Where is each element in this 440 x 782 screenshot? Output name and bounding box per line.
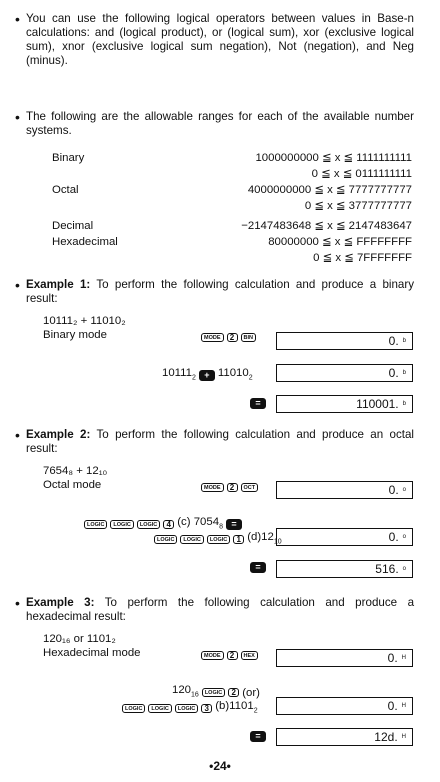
display-value: 516.: [375, 562, 399, 576]
display-value: 0.: [388, 366, 399, 380]
example-2-title: Example 2:: [26, 428, 91, 441]
example-1-heading: [15, 277, 415, 306]
example-2-mode: Octal mode: [43, 479, 102, 491]
input-value: $(b)1101_2$: [215, 700, 258, 715]
range-label: Decimal: [52, 220, 94, 232]
example-2-seq-2: [154, 530, 282, 549]
logic-key: LOGIC: [175, 704, 198, 713]
bullet-marker: •: [15, 109, 20, 125]
input-value: (c) $7054_8$: [177, 516, 223, 531]
intro-text-ranges: The following are the allowable ranges for each of the available number systems.: [26, 110, 414, 137]
indicator: H: [401, 703, 406, 709]
intro-text-operators: You can use the following logical operators between values in Base-n calculations: and (logical product), or (logical sum), xor (exclusive logical sum), xnor (exclusive logical sum negation), Not (negation), and Neg (minus).: [26, 12, 414, 67]
logic-key: LOGIC: [110, 520, 133, 529]
example-3-equation: 120₁₆ or 1101₂: [43, 633, 116, 645]
display-value: 12d.: [374, 730, 398, 744]
example-1-desc: To perform the following calculation and produce a binary result:: [26, 278, 415, 305]
key-2: 2: [228, 688, 239, 697]
range-row-binary-2: [52, 167, 412, 181]
display-ex3-2: [276, 697, 413, 715]
equals-key: =: [226, 519, 242, 530]
example-1-mode-keys: [201, 333, 256, 342]
example-3-seq-2: [122, 699, 258, 718]
display-value: 0.: [388, 334, 399, 348]
key-4: 4: [163, 520, 174, 529]
range-value: 4000000000 ≦ x ≦ 7777777777: [247, 184, 412, 196]
equals-key: =: [250, 562, 266, 573]
display-ex1-2: [276, 364, 413, 382]
example-2-mode-keys: [201, 483, 258, 492]
intro-bullet-operators: [15, 11, 414, 68]
example-1-mode: Binary mode: [43, 329, 107, 341]
example-1-input-keys: [162, 366, 253, 385]
example-3-equals-key: [250, 731, 266, 742]
example-1-title: Example 1:: [26, 278, 91, 291]
logic-key: LOGIC: [154, 535, 177, 544]
display-ex2-3: [276, 560, 413, 578]
example-3-heading: [15, 595, 415, 624]
input-value: $10111_2$: [162, 367, 196, 382]
display-ex1-1: [276, 332, 413, 350]
range-row-hexadecimal-2: [52, 251, 412, 265]
display-ex3-3: [276, 728, 413, 746]
range-label: Octal: [52, 184, 79, 196]
range-value: 0 ≦ x ≦ 7FFFFFFF: [313, 252, 412, 264]
bullet-marker: •: [15, 11, 20, 27]
example-2-equation: 7654₈ + 12₁₀: [43, 465, 108, 477]
hex-key: HEX: [241, 651, 258, 660]
example-1-equals-key: [250, 398, 266, 409]
range-label: Binary: [52, 152, 85, 164]
display-ex3-1: [276, 649, 413, 667]
plus-key: +: [199, 370, 215, 381]
input-value: $11010_2$: [217, 367, 253, 382]
indicator: o: [402, 566, 406, 572]
example-3-title: Example 3:: [26, 596, 95, 609]
bullet-marker: •: [15, 427, 20, 443]
indicator: b: [402, 338, 406, 344]
indicator: H: [401, 655, 406, 661]
example-2-equals-key: [250, 562, 266, 573]
equals-key: =: [250, 731, 266, 742]
display-value: 110001.: [356, 397, 399, 411]
example-2-heading: [15, 427, 415, 456]
example-3-mode: Hexadecimal mode: [43, 647, 141, 659]
example-1-equation: 10111₂ + 11010₂: [43, 315, 126, 327]
range-row-octal: [52, 183, 412, 197]
equals-key: =: [250, 398, 266, 409]
range-row-binary: [52, 151, 412, 165]
display-value: 0.: [388, 530, 399, 544]
bullet-marker: •: [15, 595, 20, 611]
display-ex2-1: [276, 481, 413, 499]
example-3-desc: To perform the following calculation and produce a hexadecimal result:: [26, 596, 415, 623]
key-1: 1: [233, 535, 244, 544]
mode-key: MODE: [201, 333, 224, 342]
display-ex2-2: [276, 528, 413, 546]
key-2: 2: [227, 651, 238, 660]
display-value: 0.: [387, 699, 398, 713]
range-value: 1000000000 ≦ x ≦ 1111111111: [255, 152, 412, 164]
key-3: 3: [201, 704, 212, 713]
bullet-marker: •: [15, 277, 20, 293]
input-value: $120_{16}$: [172, 684, 199, 699]
key-2: 2: [227, 483, 238, 492]
logic-key: LOGIC: [207, 535, 230, 544]
example-3-mode-keys: [201, 651, 258, 660]
logic-key: LOGIC: [202, 688, 225, 697]
bin-key: BIN: [241, 333, 256, 342]
range-value: 0 ≦ x ≦ 3777777777: [304, 200, 412, 212]
intro-bullet-ranges: [15, 109, 414, 138]
display-ex1-3: [276, 395, 413, 413]
range-row-hexadecimal: [52, 235, 412, 249]
input-value: $(d)12_{10}$: [247, 531, 282, 546]
indicator: b: [402, 370, 406, 376]
logic-key: LOGIC: [122, 704, 145, 713]
oct-key: OCT: [241, 483, 259, 492]
page-number: •24•: [209, 759, 231, 773]
logic-key: LOGIC: [137, 520, 160, 529]
range-row-octal-2: [52, 199, 412, 213]
mode-key: MODE: [201, 651, 224, 660]
indicator: H: [401, 734, 406, 740]
range-row-decimal: [52, 219, 412, 233]
operator-label: (or): [242, 686, 260, 699]
indicator: o: [402, 487, 406, 493]
indicator: o: [402, 534, 406, 540]
display-value: 0.: [388, 483, 399, 497]
mode-key: MODE: [201, 483, 224, 492]
range-value: 0 ≦ x ≦ 0111111111: [311, 168, 412, 180]
range-label: Hexadecimal: [52, 236, 118, 248]
display-value: 0.: [387, 651, 398, 665]
range-value: −2147483648 ≦ x ≦ 2147483647: [241, 220, 412, 232]
key-2: 2: [227, 333, 238, 342]
example-2-desc: To perform the following calculation and produce an octal result:: [26, 428, 415, 455]
logic-key: LOGIC: [84, 520, 107, 529]
range-value: 80000000 ≦ x ≦ FFFFFFFF: [268, 236, 412, 248]
indicator: b: [402, 401, 406, 407]
logic-key: LOGIC: [148, 704, 171, 713]
logic-key: LOGIC: [180, 535, 203, 544]
